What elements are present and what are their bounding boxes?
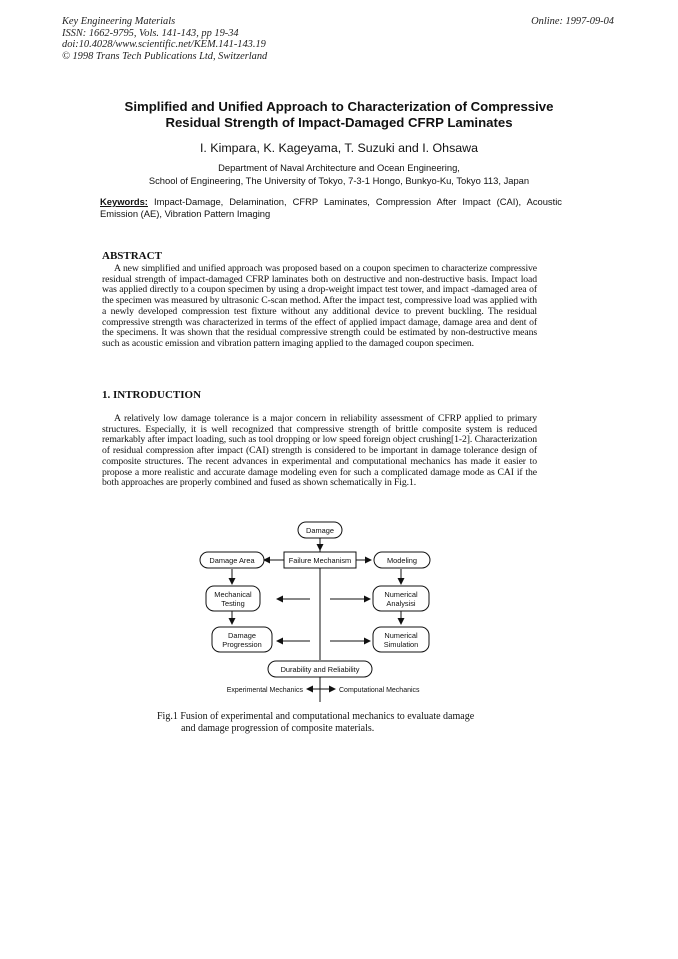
introduction-text: A relatively low damage tolerance is a major concern in reliability assessment of CFRP applied to primary structures. Especially, it is well recognized that compressive strength of brittle composite system is reduced remarkably after impact loading, such as tool dropping or low speed foreign object crushing[1-2]. Characterization of residual compression after impact (CAI) strength is considered to be important in damage tolerance design of composite structures. The recent advances in experimental and computational mechanics has made it easier to propose a more realistic and accurate damage modeling even for such a complicated damage mode as CAI if the both approaches are properly combined and fused as shown schematically in Fig.1.	[102, 413, 537, 489]
journal-info	[62, 16, 267, 62]
label-modeling: Modeling	[387, 556, 417, 565]
label-experimental-mechanics: Experimental Mechanics	[226, 687, 303, 694]
label-failure-mechanism: Failure Mechanism	[288, 556, 352, 565]
label-progression: Progression	[222, 640, 262, 649]
label-analysisi: Analysisi	[386, 599, 416, 608]
keywords	[100, 196, 562, 220]
introduction-heading: 1. INTRODUCTION	[102, 389, 202, 401]
issn-line: ISSN: 1662-9795, Vols. 141-143, pp 19-34	[62, 27, 239, 39]
keywords-list: Impact-Damage, Delamination, CFRP Laminates, Compression After Impact (CAI), Acoustic Emission (AE), Vibration Pattern Imaging	[100, 196, 562, 219]
caption-line-1: Fig.1 Fusion of experimental and computational mechanics to evaluate damage	[157, 711, 475, 722]
fusion-diagram	[190, 520, 450, 705]
label-mechanical: Mechanical	[214, 590, 252, 599]
title-line-2: Residual Strength of Impact-Damaged CFRP Laminates	[165, 115, 513, 130]
label-damage-2: Damage	[228, 631, 256, 640]
affiliation	[60, 161, 618, 187]
doi-link[interactable]: doi:10.4028/www.scientific.net/KEM.141-143.19	[62, 39, 266, 51]
label-computational-mechanics: Computational Mechanics	[339, 687, 420, 694]
title-line-1: Simplified and Unified Approach to Characterization of Compressive	[124, 99, 554, 114]
label-durability: Durability and Reliability	[280, 665, 360, 674]
paper-title	[80, 99, 598, 131]
label-damage: Damage	[306, 526, 334, 535]
keywords-label: Keywords:	[100, 196, 148, 207]
figure-caption	[157, 711, 474, 734]
abstract-heading: ABSTRACT	[102, 250, 162, 262]
online-date: Online: 1997-09-04	[531, 16, 614, 27]
label-simulation: Simulation	[383, 640, 419, 649]
abstract-text: A new simplified and unified approach was proposed based on a coupon specimen to characterize compressive residual strength of impact-damaged CFRP laminates both on destructive and non-destructive basis. Impact load was applied directly to a coupon specimen by using a drop-weight impact test tower, and impact -damaged area of the specimen was measured by ultrasonic C-scan method. After the impact test, compressive load was applied with a newly developed compression test fixture without any additional device to prevent buckling. The residual compressive strength was characterized in terms of the effect of applied impact damage, damage area and dent of the specimens. It was shown that the residual compressive strength could be estimated by non-destructive means such as acoustic emission and vibration pattern imaging applied to the damaged coupon specimen.	[102, 263, 537, 349]
label-numerical-1: Numerical	[384, 590, 418, 599]
authors: I. Kimpara, K. Kageyama, T. Suzuki and I. Ohsawa	[199, 141, 478, 155]
affiliation-line-1: Department of Naval Architecture and Ocean Engineering,	[218, 162, 460, 173]
affiliation-line-2: School of Engineering, The University of Tokyo, 7-3-1 Hongo, Bunkyo-Ku, Tokyo 113, Japan	[148, 175, 530, 186]
label-damage-area: Damage Area	[209, 556, 255, 565]
caption-line-2: and damage progression of composite materials.	[181, 722, 375, 734]
label-numerical-2: Numerical	[384, 631, 418, 640]
label-testing: Testing	[221, 599, 245, 608]
copyright-line: © 1998 Trans Tech Publications Ltd, Switzerland	[62, 50, 268, 62]
journal-name: Key Engineering Materials	[62, 16, 176, 27]
